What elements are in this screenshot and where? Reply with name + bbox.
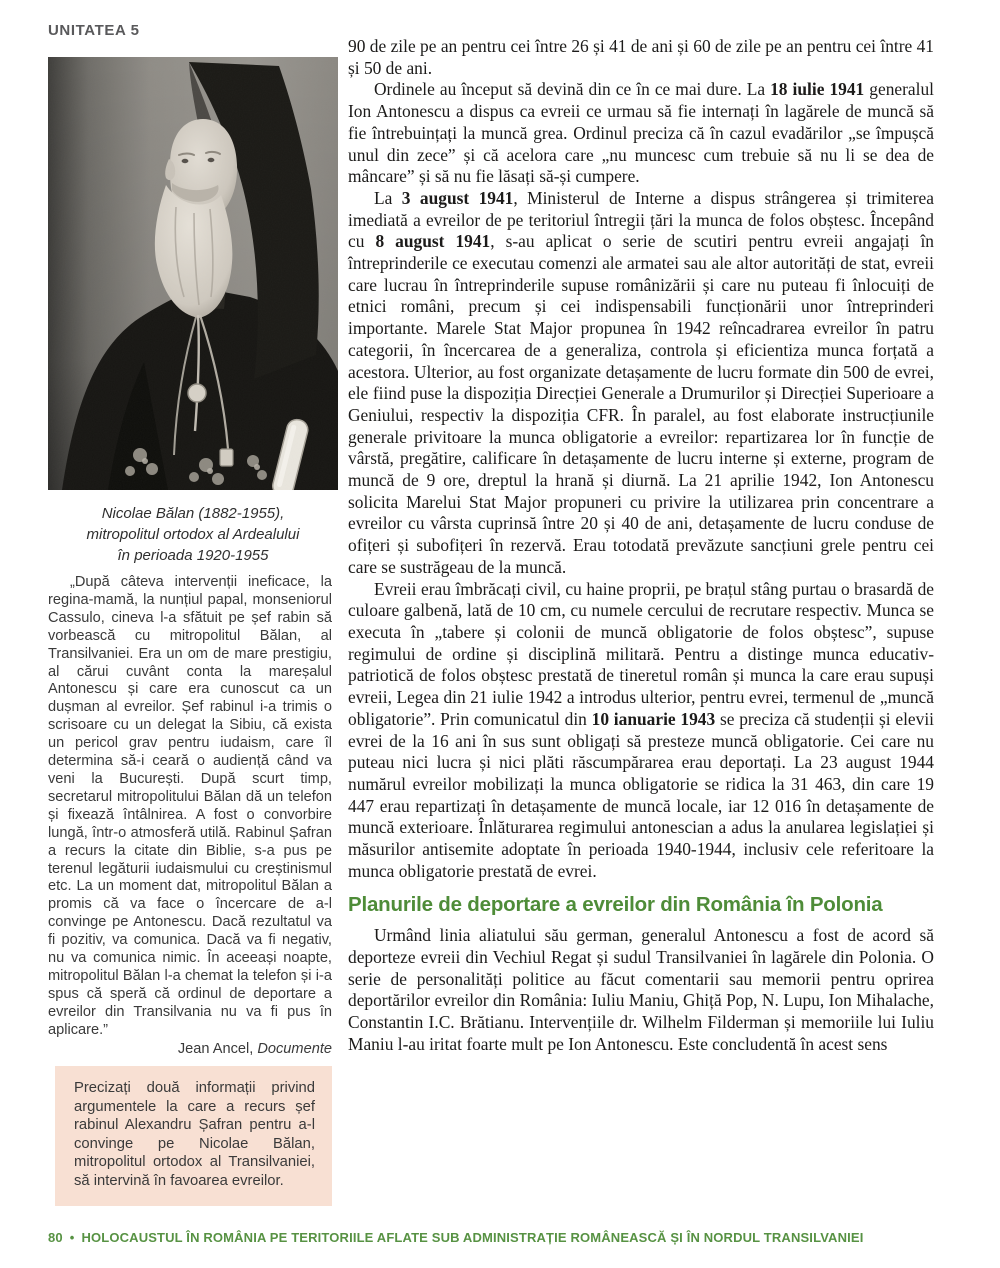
portrait-photo-image [48, 57, 338, 490]
footer-title: HOLOCAUSTUL ÎN ROMÂNIA PE TERITORIILE AFLATE SUB ADMINISTRAȚIE ROMÂNEASCĂ ȘI ÎN NORDUL TRANSILVANIEI [81, 1230, 864, 1245]
section-heading: Planurile de deportare a evreilor din România în Polonia [348, 893, 883, 917]
page-footer [48, 1230, 958, 1245]
page-number: 80 [48, 1230, 63, 1245]
photo-caption-line: în perioada 1920-1955 [117, 547, 269, 564]
body-paragraph: La 3 august 1941, Ministerul de Interne a dispus strângerea și trimiterea imediată a evreilor de pe teritoriul întregii țări la munca de folos obștesc. Începând cu 8 august 1941, s-au aplicat o serie de scutiri pentru evreii angajați în întreprinderile ce executau comenzi ale armatei sau ale altor autorități de stat, evreii care lucrau în întreprinderile supuse românizării și care nu puteau fi înlocuiți de etnici români, precum și cei indispensabili funcționării unor întreprinderi importante. Marele Stat Major propunea în 1942 reîncadrarea evreilor în patru categorii, în încercarea de a generaliza, controla și eficientiza munca forțată a acestora. Ulterior, au fost organizate detașamente de lucru formate din 500 de evrei, ele fiind puse la dispoziția Direcției Generale a Drumurilor și Direcției Superioare a Geniului, respectiv la dispoziția CFR. În paralel, au fost elaborate instrucțiunile generale privitoare la munca obligatorie a evreilor: repartizarea lor în funcție de vârstă, pregătire, calificare în detașamente de lucru interne și externe, program de muncă de 9 ore, dreptul la hrană și diurnă. La 21 aprilie 1942, Ion Antonescu solicita Marelui Stat Major propuneri cu privire la utilizarea prin concentrare a evreilor cu vârsta cuprinsă între 20 și 40 de ani, detașamente de lucru conduse de ofițeri și subofițeri în rezervă. Erau totodată prevăzute sancțiuni grele pentru cei care se sustrăgeau de la muncă. [348, 187, 935, 577]
body-paragraph: Urmând linia aliatului său german, generalul Antonescu a fost de acord să deporteze evreii din Vechiul Regat și sudul Transilvaniei în lagărele din Polonia. O serie de personalități politice au făcut comentarii sau memorii pentru oprirea deportărilor evreilor din România: Iuliu Maniu, Ghiță Pop, N. Lupu, Ion Mihalache, Constantin I.C. Brătianu. Intervențiile dr. Wilhelm Filderman și memoriile lui Iuliu Maniu l-au iritat foarte mult pe Ion Antonescu. Este concludentă în acest sens [348, 925, 934, 1054]
footer-separator: • [69, 1230, 75, 1245]
photo-caption-line: mitropolitul ortodox al Ardealului [86, 526, 300, 543]
task-box [55, 1066, 332, 1206]
photo-caption [40, 503, 346, 566]
body-paragraph: Evreii erau îmbrăcați civil, cu haine proprii, pe brațul stâng purtau o brasardă de culoare galbenă, lată de 10 cm, cu numele cercului de recrutare respectiv. Munca se executa în „tabere și colonii de muncă obligatorie de folos obștesc”, supuse regimului de ordine și disciplină militară. Pentru a distinge munca educativ-patriotică de folos obștesc prestată de tineretul român și munca la care erau supuși evreii, Legea din 21 iulie 1942 a introdus ulterior, pentru evrei, termenul de „muncă obligatorie”. Prin comunicatul din 10 ianuarie 1943 se preciza că studenții și elevii evrei de la 16 ani în sus sunt obligați să presteze muncă obligatorie. Cei care nu puteau nici lucra și nici plăti răscumpărarea erau deportați. La 23 august 1944 numărul evreilor mobilizați la munca obligatorie se ridica la 31 463, din care 19 447 erau repartizați în detașamente de muncă locale, iar 12 016 în detașamente de muncă exterioare. Înlăturarea regimului antonescian a adus la anularea legislației și măsurilor antisemite adoptate în perioada 1940-1944, inclusiv cele referitoare la munca obligatorie prestată de evrei. [348, 578, 935, 881]
body-paragraph: 90 de zile pe an pentru cei între 26 și 41 de ani și 60 de zile pe an pentru cei între 41 și 50 de ani. [348, 36, 934, 78]
main-text-column [348, 36, 934, 1055]
photo-caption-line: Nicolae Bălan (1882-1955), [101, 505, 285, 522]
quote-text: „După câteva intervenții ineficace, la regina-mamă, la nunțiul papal, monseniorul Cassulo, cineva l-a sfătuit pe șef rabin să vorbească cu mitropolitul Bălan, al Transilvaniei. Era un om de mare prestigiu, al cărui cuvânt conta la mareșalul Antonescu și care era cunoscut ca un dușman al evreilor. Șef rabinul i-a trimis o scrisoare cu un delegat la Sibiu, că exista un pericol grav pentru iudaism, care îl determina să-i ceară o audiență când va veni la București. După scurt timp, secretarul mitropolitului Bălan dă un telefon și fixează întâlnirea. A fost o convorbire lungă, într-o atmosferă utilă. Rabinul Șafran a recurs la citate din Biblie, s-a pus pe terenul legăturii iudaismului cu creștinismul etc. La un moment dat, mitropolitul Bălan a promis că va face o încercare de a-l convinge pe Antonescu. Dacă rezultatul va fi pozitiv, va comunica. Dacă va fi negativ, nu va comunica nimic. În aceeași noapte, mitropolitul Bălan l-a chemat la telefon și i-a spus că speră că ordinul de deportare a evreilor din Transilvania nu va fi pus în aplicare.” [48, 574, 332, 1038]
unit-label: UNITATEA 5 [48, 22, 140, 39]
quote-block [48, 574, 332, 1058]
body-paragraph: Ordinele au început să devină din ce în ce mai dure. La 18 iulie 1941 generalul Ion Antonescu a dispus ca evreii ce urmau să fie internați în lagărele de muncă să fie întrebuințați la muncă grea. Ordinul preciza că în cazul evadărilor „se împușcă unul din zece” și că acelora care „nu muncesc cum trebuie să nu li se dea de mâncare” și să nu fie lăsați să-și cumpere. [348, 79, 935, 187]
task-box-text: Precizați două informații privind argumentele la care a recurs șef rabinul Alexandru Șafran pentru a-l convinge pe Nicolae Bălan, mitropolitul ortodox al Transilvaniei, să intervină în favoarea evreilor. [74, 1080, 315, 1189]
quote-attribution: Jean Ancel, Documente [177, 1040, 332, 1057]
portrait-photo [48, 57, 338, 490]
